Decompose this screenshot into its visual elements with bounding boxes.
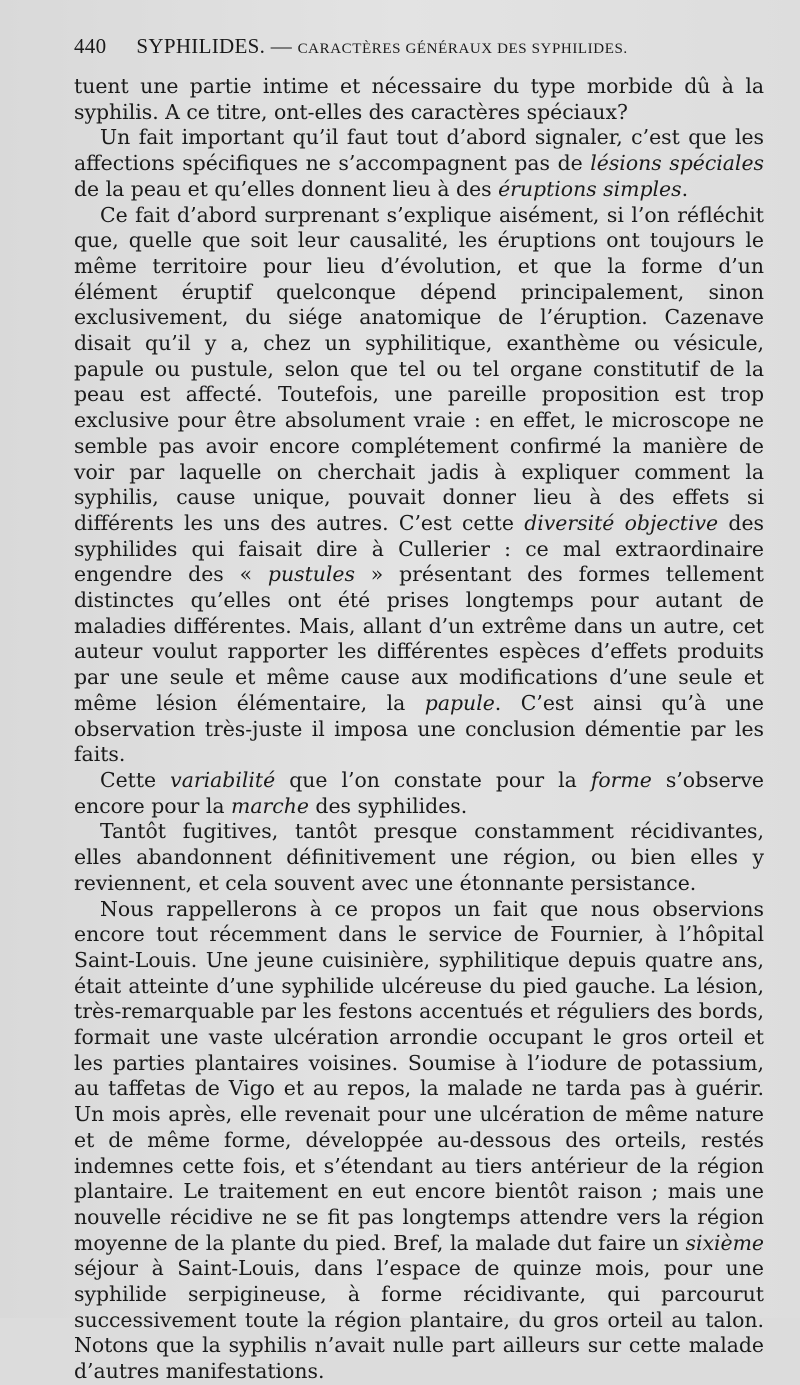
text-run: des syphilides. <box>308 793 468 818</box>
text-run: s’observe encore pour la <box>74 767 765 818</box>
italic-phrase: variabilité <box>170 767 276 792</box>
text-run: Cette <box>100 767 171 792</box>
running-subtitle: CARACTÈRES GÉNÉRAUX DES SYPHILIDES. <box>297 41 628 57</box>
text-run: » présentant des formes tellement distinctes qu’elles ont été prises longtemps pour autant de maladies différentes. Mais, allant d’un extrême dans un autre, cet auteur voulut rapporter les différentes espèces d’effets produits par une seule et même cause aux modifications d’une seule et même lésion élémentaire, la <box>74 562 764 715</box>
paragraph <box>74 819 764 896</box>
running-separator: — <box>270 34 293 58</box>
paragraph <box>74 125 764 202</box>
paragraph <box>74 768 764 819</box>
italic-phrase: marche <box>231 793 309 818</box>
italic-phrase: éruptions simples <box>498 176 682 201</box>
page-number: 440 <box>74 34 107 58</box>
italic-phrase: papule <box>424 690 495 715</box>
body-text <box>74 74 764 1385</box>
text-run: Ce fait d’abord surprenant s’explique aisément, si l’on réfléchit que, quelle que soit leur causalité, les éruptions ont toujours le même territoire pour lieu d’évolution, et que la forme d’un élément éruptif quelconque dépend principalement, sinon exclusivement, du siége anatomique de l’éruption. Cazenave disait qu’il y a, chez un syphilitique, exanthème ou vésicule, papule ou pustule, selon que tel ou tel organe constitutif de la peau est affecté. Toutefois, une pareille proposition est trop exclusive pour être absolument vraie : en effet, le microscope ne semble pas avoir encore complétement confirmé la manière de voir par laquelle on cherchait jadis à expliquer comment la syphilis, cause unique, pouvait donner lieu à des effets si différents les uns des autres. C’est cette <box>74 202 764 535</box>
italic-phrase: pustules <box>267 562 355 587</box>
text-run: Un fait important qu’il faut tout d’abord signaler, c’est que les affections spécifiques ne s’accompagnent pas de <box>74 125 764 176</box>
text-run: Tantôt fugitives, tantôt presque constamment récidivantes, elles abandonnent définitivement une région, ou bien elles y reviennent, et cela souvent avec une étonnante persistance. <box>74 819 764 895</box>
paragraph <box>74 74 764 125</box>
text-run: Nous rappellerons à ce propos un fait que nous observions encore tout récemment dans le service de Fournier, à l’hôpital Saint-Louis. Une jeune cuisinière, syphilitique depuis quatre ans, était atteinte d’une syphilide ulcéreuse du pied gauche. La lésion, très-remarquable par les festons accentués et réguliers des bords, formait une vaste ulcération arrondie occupant le gros orteil et les parties plantaires voisines. Soumise à l’iodure de potassium, au taffetas de Vigo et au repos, la malade ne tarda pas à guérir. Un mois après, elle revenait pour une ulcération de même nature et de même forme, développée au-dessous des orteils, restés indemnes cette fois, et s’étendant au tiers antérieur de la région plantaire. Le traitement en eut encore bientôt raison ; mais une nouvelle récidive ne se fit pas longtemps attendre vers la région moyenne de la plante du pied. Bref, la malade dut faire un <box>74 896 764 1255</box>
italic-phrase: sixième <box>685 1230 764 1255</box>
text-run: . <box>681 176 689 201</box>
text-run: de la peau et qu’elles donnent lieu à des <box>74 176 499 201</box>
italic-phrase: diversité objective <box>524 510 719 535</box>
paragraph <box>74 897 764 1385</box>
running-head <box>136 34 627 59</box>
running-title: SYPHILIDES. <box>136 34 266 58</box>
text-run: séjour à Saint-Louis, dans l’espace de quinze mois, pour une syphilide serpigineuse, à forme récidivante, qui parcourut successivement toute la région plantaire, du gros orteil au talon. Notons que la syphilis n’avait nulle part ailleurs sur cette malade d’autres manifestations. <box>74 1256 764 1384</box>
page-header <box>74 34 764 72</box>
paragraph <box>74 203 764 768</box>
text-run: . C’est ainsi qu’à une observation très-juste il imposa une conclusion démentie par les faits. <box>74 690 764 767</box>
text-run: que l’on constate pour la <box>275 767 591 792</box>
text-run: tuent une partie intime et nécessaire du type morbide dû à la syphilis. A ce titre, ont-elles des caractères spéciaux? <box>74 74 764 124</box>
italic-phrase: forme <box>590 767 652 792</box>
italic-phrase: lésions spéciales <box>590 151 764 176</box>
text-run: des syphilides qui faisait dire à Cullerier : ce mal extraordinaire engendre des « <box>74 510 764 587</box>
